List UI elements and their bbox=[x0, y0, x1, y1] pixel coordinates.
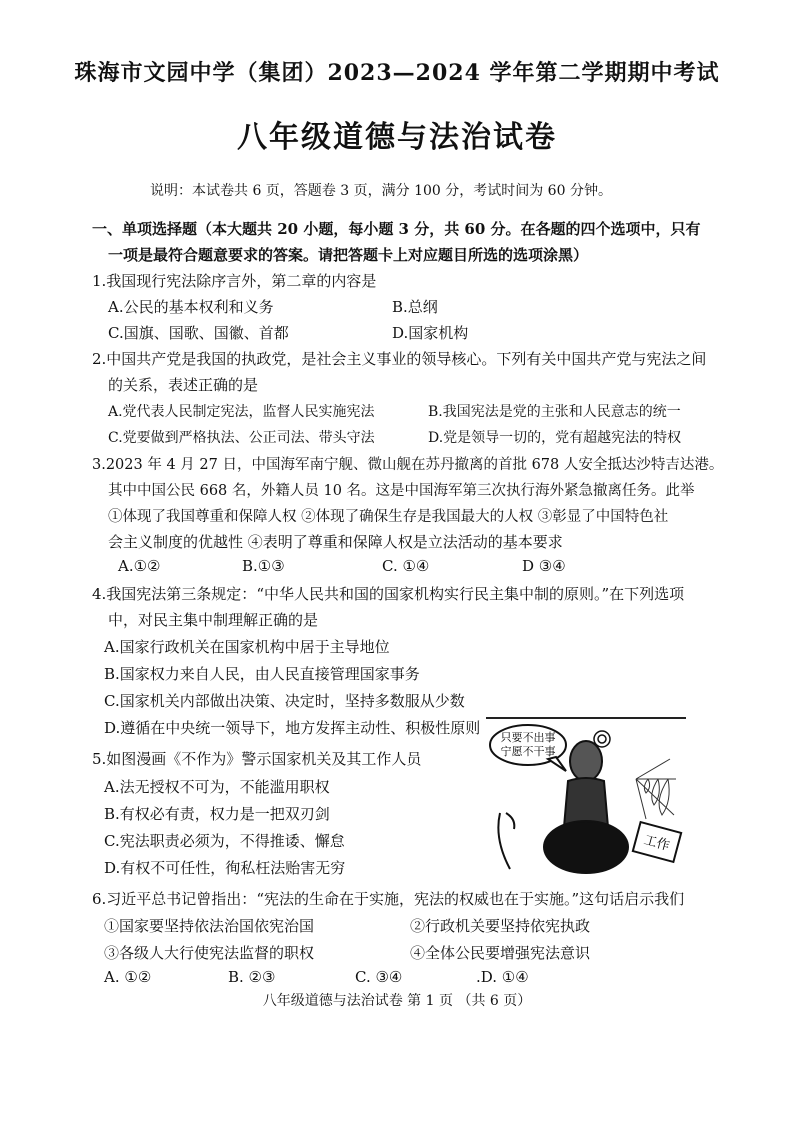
q2-option-d: D.党是领导一切的，党有超越宪法的特权 bbox=[428, 430, 682, 446]
section-heading-line2: 一项是最符合题意要求的答案。请把答题卡上对应题目所选的选项涂黑） bbox=[108, 246, 589, 264]
q2-stem-line2: 的关系，表述正确的是 bbox=[108, 376, 259, 394]
q3-stem-line2: 其中中国公民 668 名，外籍人员 10 名。这是中国海军第三次执行海外紧急撤离任务。此举 bbox=[108, 483, 695, 499]
q1-stem: 1.我国现行宪法除序言外，第二章的内容是 bbox=[92, 272, 377, 290]
q4-stem-line2: 中，对民主集中制理解正确的是 bbox=[108, 611, 319, 629]
q6-statement-2: ②行政机关要坚持依宪执政 bbox=[410, 917, 591, 935]
q5-stem: 5.如图漫画《不作为》警示国家机关及其工作人员 bbox=[92, 750, 422, 768]
cartoon-bubble-text-1: 只要不出事 bbox=[500, 731, 556, 744]
instructions: 说明：本试卷共 6 页，答题卷 3 页，满分 100 分，考试时间为 60 分钟。 bbox=[150, 183, 612, 199]
q1-option-a: A.公民的基本权利和义务 bbox=[108, 298, 274, 316]
q3-option-c: C. ①④ bbox=[382, 557, 430, 575]
q3-option-b: B.①③ bbox=[242, 557, 285, 575]
q3-stem-line1: 3.2023 年 4 月 27 日，中国海军南宁舰、微山舰在苏丹撤离的首批 678 人安全抵达沙特吉达港。 bbox=[92, 457, 724, 473]
q6-statement-3: ③各级人大行使宪法监督的职权 bbox=[104, 944, 315, 962]
q6-statement-1: ①国家要坚持依法治国依宪治国 bbox=[104, 917, 315, 935]
q6-option-a: A. ①② bbox=[104, 968, 152, 986]
q6-stem: 6.习近平总书记曾指出：“宪法的生命在于实施，宪法的权威也在于实施。”这句话启示我们 bbox=[92, 890, 685, 908]
q2-option-a: A.党代表人民制定宪法，监督人民实施宪法 bbox=[108, 404, 375, 420]
q6-option-c: C. ③④ bbox=[355, 968, 403, 986]
q1-option-c: C.国旗、国歌、国徽、首都 bbox=[108, 324, 289, 342]
exam-title: 八年级道德与法治试卷 bbox=[237, 120, 557, 155]
q4-stem-line1: 4.我国宪法第三条规定：“中华人民共和国的国家机构实行民主集中制的原则。”在下列选项 bbox=[92, 585, 685, 603]
q6-option-d: .D. ①④ bbox=[476, 968, 529, 986]
q4-option-a: A.国家行政机关在国家机构中居于主导地位 bbox=[104, 638, 390, 656]
q3-option-a: A.①② bbox=[118, 557, 161, 575]
q5-option-c: C.宪法职责必须为，不得推诿、懈怠 bbox=[104, 832, 345, 850]
cartoon-sign-text: 工作 bbox=[642, 832, 672, 855]
q2-option-c: C.党要做到严格执法、公正司法、带头守法 bbox=[108, 430, 375, 446]
school-title: 珠海市文园中学（集团）2023—2024 学年第二学期期中考试 bbox=[74, 60, 720, 86]
cartoon-bubble-text-2: 宁愿不干事 bbox=[500, 745, 556, 758]
q1-option-b: B.总纲 bbox=[392, 298, 438, 316]
q5-option-a: A.法无授权不可为，不能滥用职权 bbox=[104, 778, 330, 796]
q6-option-b: B. ②③ bbox=[228, 968, 276, 986]
q3-stem-line4: 会主义制度的优越性 ④表明了尊重和保障人权是立法活动的基本要求 bbox=[108, 533, 563, 551]
q5-option-d: D.有权不可任性，徇私枉法贻害无穷 bbox=[104, 859, 346, 877]
cartoon-inaction bbox=[486, 717, 686, 879]
cartoon-drawing bbox=[486, 719, 686, 879]
q2-option-b: B.我国宪法是党的主张和人民意志的统一 bbox=[428, 404, 681, 420]
q6-statement-4: ④全体公民要增强宪法意识 bbox=[410, 944, 591, 962]
q5-option-b: B.有权必有责，权力是一把双刃剑 bbox=[104, 805, 330, 823]
q2-stem-line1: 2.中国共产党是我国的执政党，是社会主义事业的领导核心。下列有关中国共产党与宪法之间 bbox=[92, 350, 707, 368]
q1-option-d: D.国家机构 bbox=[392, 324, 469, 342]
q4-option-d: D.遵循在中央统一领导下，地方发挥主动性、积极性原则 bbox=[104, 719, 481, 737]
section-heading-line1: 一、单项选择题（本大题共 20 小题，每小题 3 分，共 60 分。在各题的四个选项中，只有 bbox=[92, 220, 701, 238]
q3-stem-line3: ①体现了我国尊重和保障人权 ②体现了确保生存是我国最大的人权 ③彰显了中国特色社 bbox=[108, 509, 669, 525]
q4-option-c: C.国家机关内部做出决策、决定时，坚持多数服从少数 bbox=[104, 692, 465, 710]
q3-option-d: D ③④ bbox=[522, 557, 566, 575]
q4-option-b: B.国家权力来自人民，由人民直接管理国家事务 bbox=[104, 665, 420, 683]
page-footer: 八年级道德与法治试卷 第 1 页 （共 6 页） bbox=[262, 993, 532, 1009]
